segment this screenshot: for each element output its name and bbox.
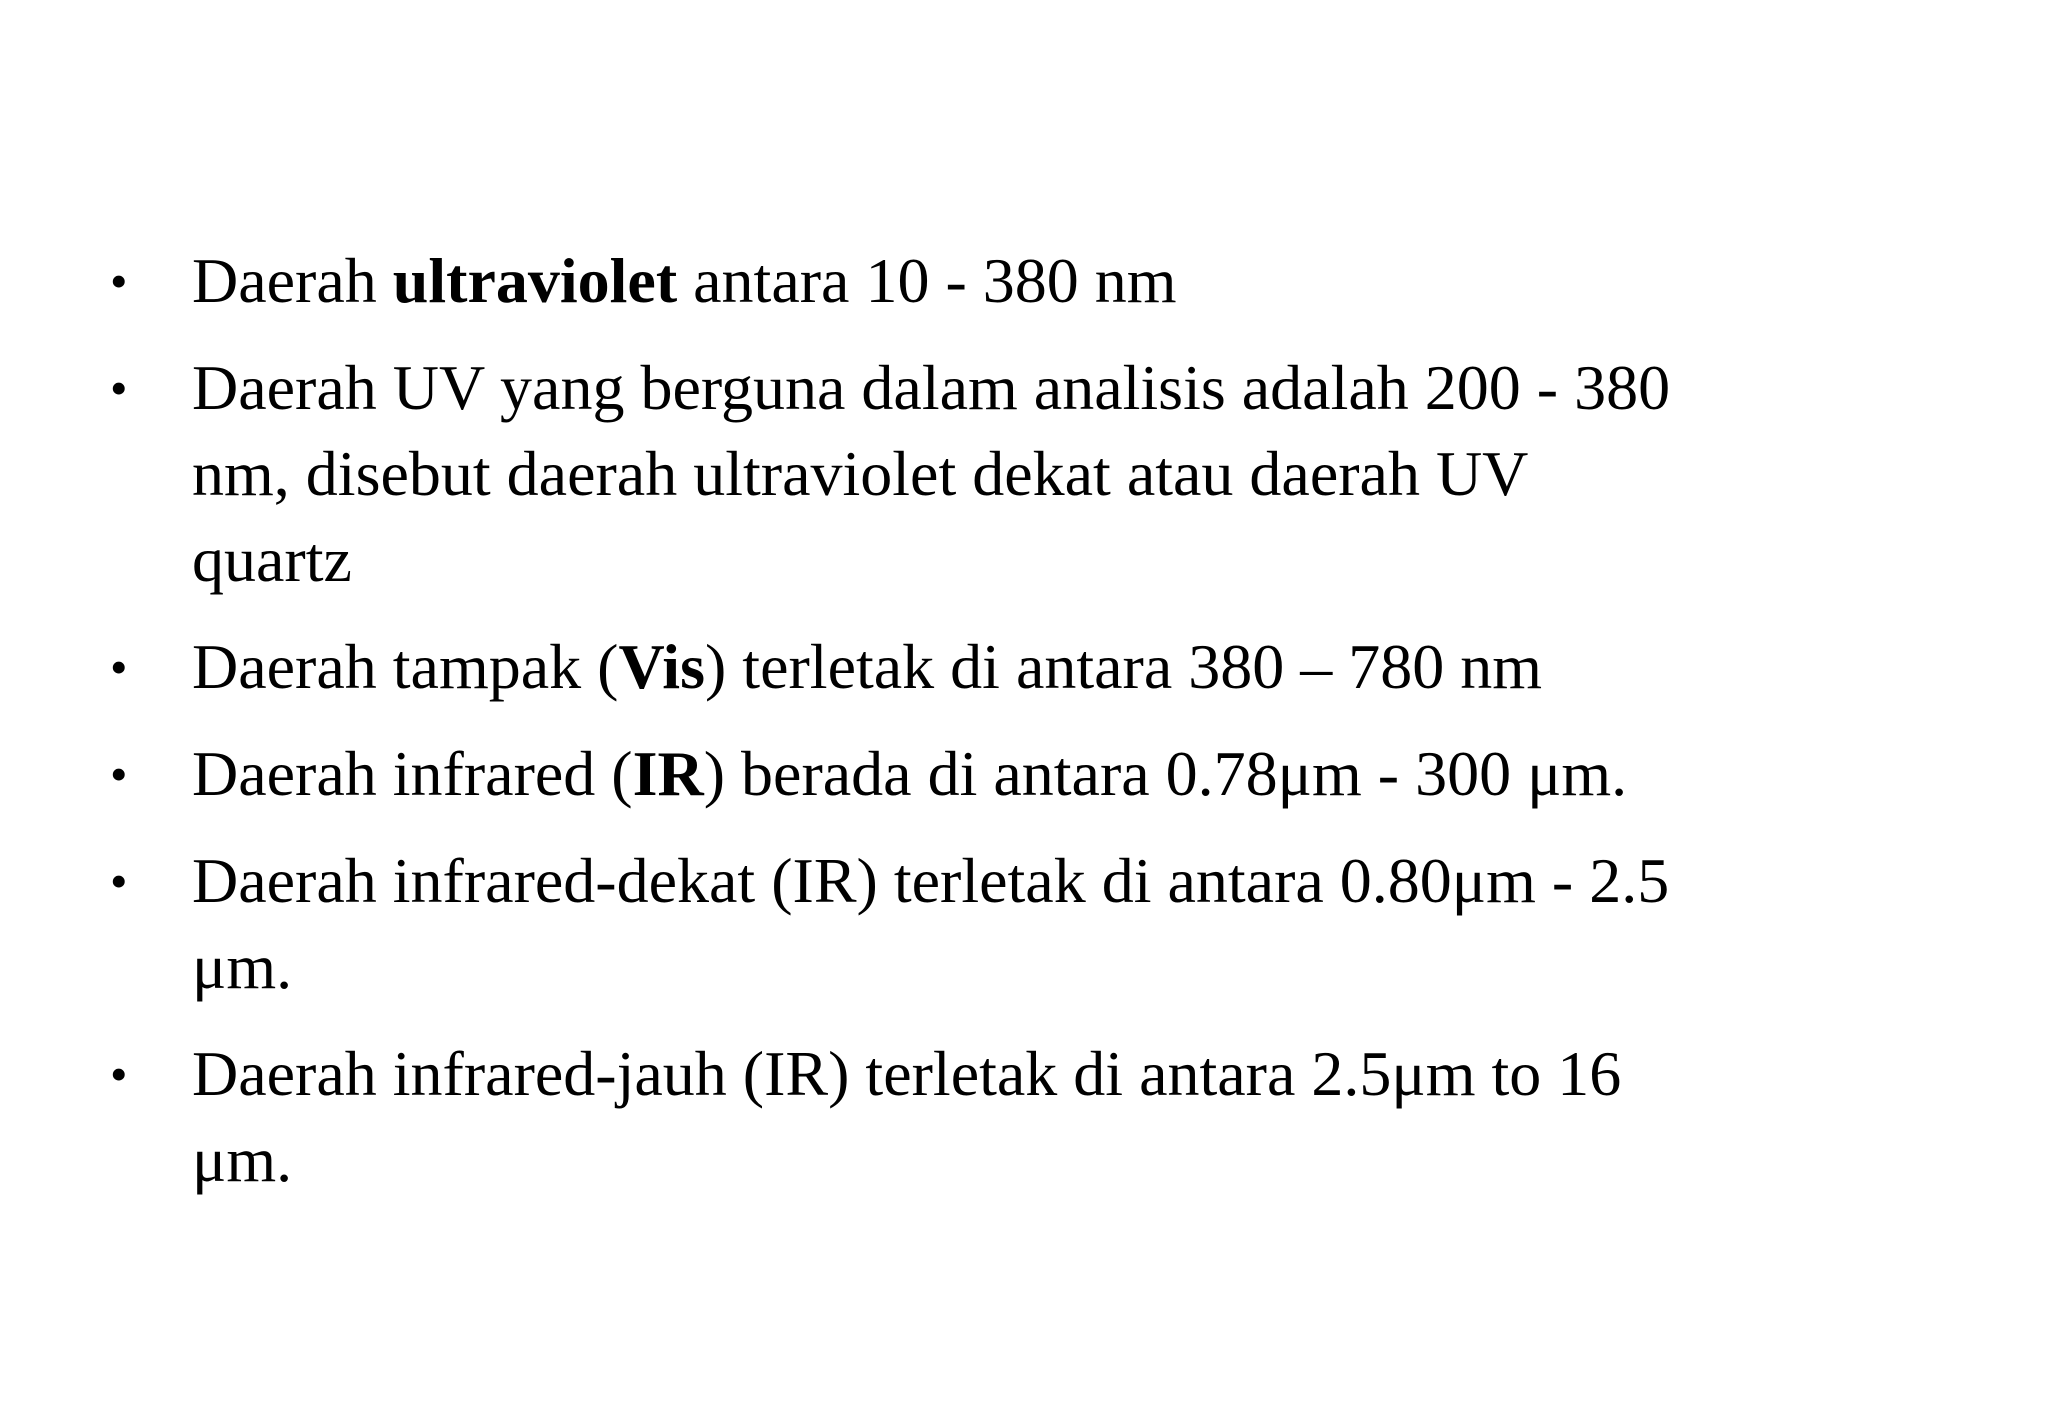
item-text-bold: IR [632,738,704,809]
bullet-icon: • [110,253,128,309]
list-item-infrared [110,731,1950,817]
item-text-after: antara 10 - 380 nm [677,245,1177,316]
bullet-icon: • [110,639,128,695]
item-text-line: nm, disebut daerah ultraviolet dekat atau daerah UV [192,438,1529,509]
item-text-line: quartz [192,524,352,595]
list-item-far-infrared [110,1031,1950,1203]
item-text-before: Daerah [192,245,393,316]
item-text-after: ) berada di antara 0.78μm - 300 μm. [703,738,1628,809]
item-text-line: Daerah UV yang berguna dalam analisis adalah 200 - 380 [192,352,1671,423]
item-text-before: Daerah tampak ( [192,631,619,702]
bullet-icon: • [110,746,128,802]
list-item-ultraviolet [110,238,1950,324]
bullet-icon: • [110,1046,128,1102]
item-text-line: Daerah infrared-dekat (IR) terletak di antara 0.80μm - 2.5 [192,845,1670,916]
bullet-icon: • [110,853,128,909]
item-text-bold: Vis [618,631,705,702]
list-item-near-infrared [110,838,1950,1010]
item-text-before: Daerah infrared ( [192,738,633,809]
list-item-uv-range [110,345,1950,603]
item-text-bold: ultraviolet [392,245,678,316]
item-text-line: Daerah infrared-jauh (IR) terletak di antara 2.5μm to 16 [192,1038,1622,1109]
bullet-list [110,238,1950,1203]
item-text-line: μm. [192,1124,293,1195]
item-text-after: ) terletak di antara 380 – 780 nm [704,631,1543,702]
item-text-line: μm. [192,931,293,1002]
list-item-visible [110,624,1950,710]
bullet-icon: • [110,360,128,416]
